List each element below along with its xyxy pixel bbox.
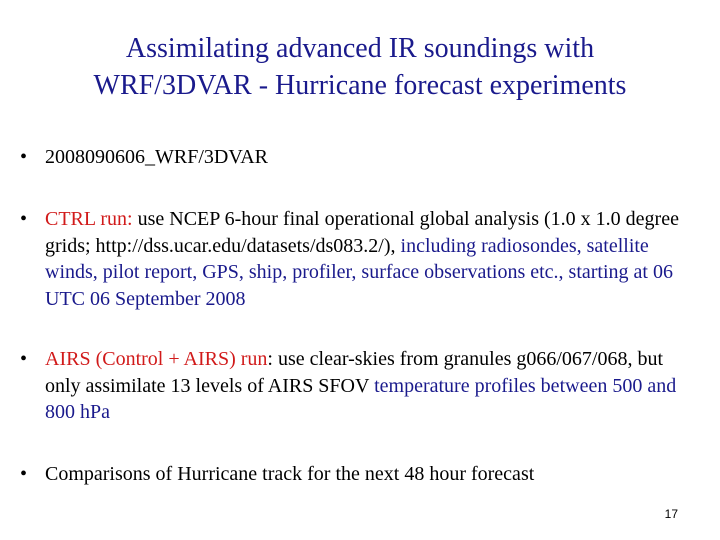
slide-title-line-2: WRF/3DVAR - Hurricane forecast experiments (93, 70, 627, 101)
airs-run-label: AIRS (Control + AIRS) run (45, 348, 268, 370)
bullet-ctrl-run (20, 206, 700, 312)
page-number: 17 (664, 507, 678, 521)
bullet-text: 2008090606_WRF/3DVAR (45, 146, 268, 168)
bullet-marker: • (20, 348, 28, 370)
airs-run-detail: temperature profiles between 500 and 800 hPa (45, 374, 677, 423)
ctrl-run-detail: including radiosondes, satellite winds, pilot report, GPS, ship, profiler, surface observations etc., starting at 06 UTC 06 September 2008 (45, 234, 673, 310)
airs-run-body: use clear-skies from granules g066/067/068, but only assimilate 13 levels of AIRS SFOV (45, 348, 664, 397)
ctrl-run-body: use NCEP 6-hour final operational global analysis (1.0 x 1.0 degree grids; http://dss.ucar.edu/datasets/ds083.2/), (45, 208, 679, 257)
bullet-airs-run (20, 346, 700, 426)
slide-title-line-1: Assimilating advanced IR soundings with (125, 33, 595, 64)
ctrl-run-label: CTRL run: (45, 208, 133, 230)
bullet-comparisons (20, 461, 700, 488)
bullet-marker: • (20, 463, 28, 485)
bullet-marker: • (20, 208, 28, 230)
slide-title (0, 30, 720, 104)
bullet-run-id (20, 144, 700, 171)
bullet-text: Comparisons of Hurricane track for the next 48 hour forecast (45, 463, 535, 485)
bullet-marker: • (20, 146, 28, 168)
airs-run-colon: : (267, 348, 273, 370)
